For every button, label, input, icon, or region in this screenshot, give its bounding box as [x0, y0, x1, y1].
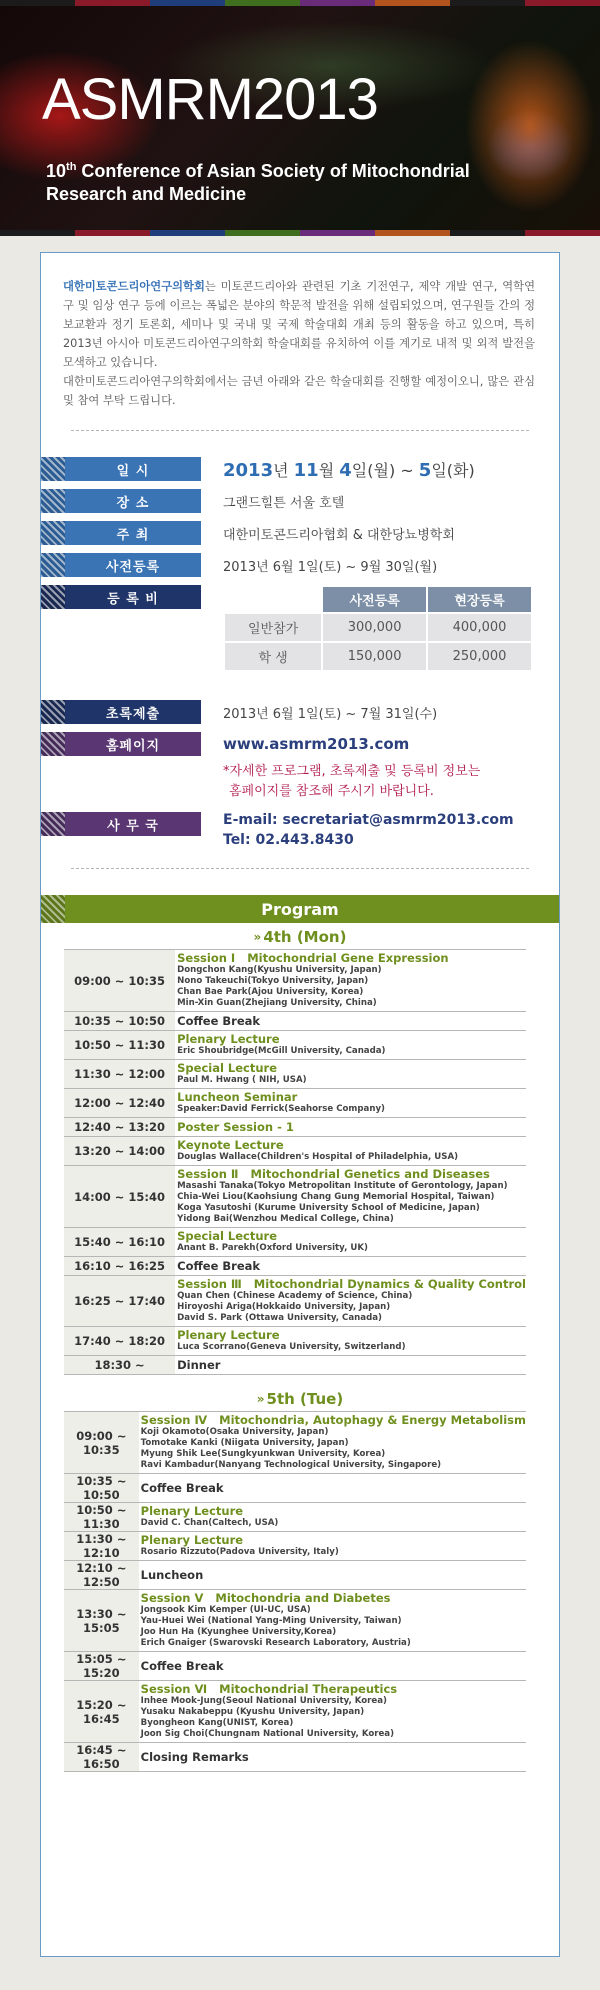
- program-header: Program: [41, 895, 559, 923]
- speaker: Rosario Rizzuto(Padova University, Italy): [140, 1547, 339, 1557]
- color-segment: [225, 230, 300, 236]
- speaker: Masashi Tanaka(Tokyo Metropolitan Institute of Gerontology, Japan): [177, 1181, 508, 1191]
- pattern-icon: [41, 553, 65, 577]
- schedule-title: Coffee Break: [140, 1480, 224, 1495]
- speaker: Nono Takeuchi(Tokyo University, Japan): [177, 976, 369, 986]
- subtitle-line1: Conference of Asian Society of Mitochondrial: [76, 161, 470, 181]
- pattern-icon: [41, 457, 65, 481]
- speaker: Koga Yasutoshi (Kurume University School of Medicine, Japan): [177, 1203, 480, 1213]
- schedule-title: Closing Remarks: [140, 1749, 249, 1764]
- schedule-row: [64, 1474, 526, 1503]
- content-card: [40, 252, 560, 1957]
- schedule-time: 10:35 ~ 10:50: [64, 1474, 139, 1503]
- subtitle-ordinal: 10: [46, 161, 67, 181]
- schedule-title: Special Lecture: [177, 1229, 278, 1243]
- speaker: Tomotake Kanki (Niigata University, Japan): [140, 1438, 349, 1448]
- speaker: David S. Park (Ottawa University, Canada): [177, 1313, 382, 1323]
- color-segment: [525, 230, 600, 236]
- schedule-time: 11:30 ~ 12:00: [64, 1060, 175, 1089]
- schedule-title: Session Ⅴ Mitochondria and Diabetes: [140, 1591, 391, 1605]
- abstract-label: 초록제출: [41, 700, 201, 724]
- fee-row-general: 일반참가 300,000 400,000: [225, 614, 531, 641]
- schedule-row: [64, 1590, 526, 1652]
- color-segment: [300, 230, 375, 236]
- speaker: Speaker:David Ferrick(Seahorse Company): [177, 1104, 385, 1114]
- schedule-item: [175, 1257, 526, 1276]
- pattern-icon: [41, 732, 65, 756]
- schedule-table: [64, 1411, 526, 1772]
- schedule-time: 15:40 ~ 16:10: [64, 1228, 175, 1257]
- speaker: David C. Chan(Caltech, USA): [140, 1518, 279, 1528]
- schedule-row: [64, 1681, 526, 1743]
- speaker: Yau-Huei Wei (National Yang-Ming University, Taiwan): [140, 1616, 402, 1626]
- venue-label: 장 소: [41, 489, 201, 513]
- schedule-item: [175, 1356, 526, 1375]
- fee-row-student: 학 생 150,000 250,000: [225, 643, 531, 670]
- schedule-item: [139, 1590, 526, 1652]
- schedule-title: Session Ⅲ Mitochondrial Dynamics & Quality Control: [177, 1277, 526, 1291]
- speaker: Dongchon Kang(Kyushu University, Japan): [177, 965, 382, 975]
- banner-subtitle: [46, 156, 470, 206]
- date-row: [41, 455, 559, 483]
- homepage-label: 홈페이지: [41, 732, 201, 756]
- banner: [0, 6, 600, 230]
- banner-title: ASMRM2013: [42, 67, 378, 132]
- schedule-row: [64, 1503, 526, 1532]
- day-heading: » 4th (Mon): [253, 928, 347, 946]
- speaker: Eric Shoubridge(McGill University, Canada): [177, 1046, 386, 1056]
- homepage-note: *자세한 프로그램, 초록제출 및 등록비 정보는 홈페이지를 참조해 주시기 바랍니다.: [223, 764, 481, 799]
- schedule-title: Poster Session - 1: [177, 1119, 294, 1134]
- schedule-title: Session Ⅰ Mitochondrial Gene Expression: [177, 951, 449, 965]
- fee-table: [223, 585, 533, 672]
- host-label: 주 최: [41, 521, 201, 545]
- speaker: Ravi Kambadur(Nanyang Technological University, Singapore): [140, 1460, 442, 1470]
- speaker: Anant B. Parekh(Oxford University, UK): [177, 1243, 368, 1253]
- schedule-row: [64, 1412, 526, 1474]
- schedule-title: Session Ⅵ Mitochondrial Therapeutics: [140, 1682, 398, 1696]
- speaker: Jongsook Kim Kemper (UI-UC, USA): [140, 1605, 311, 1615]
- schedule-time: 15:05 ~ 15:20: [64, 1652, 139, 1681]
- schedule-row: [64, 1743, 526, 1772]
- speaker: Hiroyoshi Ariga(Hokkaido University, Japan): [177, 1302, 391, 1312]
- pattern-icon: [41, 812, 65, 836]
- schedule-item: [175, 950, 526, 1012]
- schedule-item: [175, 1327, 526, 1356]
- schedule-item: [175, 1012, 526, 1031]
- homepage-link[interactable]: www.asmrm2013.com: [223, 735, 410, 753]
- speaker: Erich Gnaiger (Swarovski Research Laboratory, Austria): [140, 1638, 411, 1648]
- schedule-row: [64, 1276, 526, 1327]
- schedule-title: Luncheon: [140, 1567, 204, 1582]
- schedule-time: 12:40 ~ 13:20: [64, 1118, 175, 1137]
- schedule-row: [64, 1012, 526, 1031]
- day-heading: » 5th (Tue): [256, 1390, 344, 1408]
- schedule-item: [175, 1118, 526, 1137]
- speaker: Min-Xin Guan(Zhejiang University, China): [177, 998, 377, 1008]
- schedule-item: [139, 1532, 526, 1561]
- schedule-item: [139, 1561, 526, 1590]
- schedule-item: [175, 1031, 526, 1060]
- bottom-color-bar: [0, 230, 600, 236]
- schedule-row: [64, 1532, 526, 1561]
- office-tel: Tel: 02.443.8430: [223, 832, 354, 848]
- speaker: Byongheon Kang(UNIST, Korea): [140, 1718, 294, 1728]
- speaker: Douglas Wallace(Children's Hospital of Philadelphia, USA): [177, 1152, 459, 1162]
- abstract-row: [41, 698, 559, 726]
- org-name: 대한미토콘드리아연구의학회: [63, 280, 205, 293]
- schedule-title: Dinner: [177, 1357, 221, 1372]
- divider: [71, 868, 529, 869]
- abstract-value: 2013년 6월 1일(토) ~ 7월 31일(수): [223, 706, 438, 722]
- subtitle-ordinal-suffix: th: [66, 161, 77, 173]
- speaker: Yidong Bai(Wenzhou Medical College, China): [177, 1214, 394, 1224]
- intro-paragraph-2: 대한미토콘드리아연구의학회에서는 금년 아래와 같은 학술대회를 진행할 예정이오니, 많은 관심 및 참여 부탁 드립니다.: [63, 375, 535, 407]
- speaker: Inhee Mook-Jung(Seoul National University, Korea): [140, 1696, 387, 1706]
- schedule-item: [139, 1412, 526, 1474]
- schedule-row: [64, 1137, 526, 1166]
- schedule-row: [64, 1356, 526, 1375]
- venue-value: 그랜드힐튼 서울 호텔: [223, 495, 345, 511]
- schedule-item: [139, 1652, 526, 1681]
- pattern-icon: [41, 700, 65, 724]
- color-segment: [75, 230, 150, 236]
- schedule-time: 12:10 ~ 12:50: [64, 1561, 139, 1590]
- office-label: 사 무 국: [41, 812, 201, 836]
- event-info: [41, 431, 559, 850]
- schedule-row: [64, 1166, 526, 1228]
- prereg-label: 사전등록: [41, 553, 201, 577]
- office-email[interactable]: E-mail: secretariat@asmrm2013.com: [223, 812, 514, 828]
- schedule-time: 09:00 ~ 10:35: [64, 950, 175, 1012]
- schedule-title: Coffee Break: [177, 1013, 261, 1028]
- chevron-icon: »: [256, 1392, 265, 1406]
- schedule-time: 14:00 ~ 15:40: [64, 1166, 175, 1228]
- schedule-table: [64, 949, 526, 1375]
- homepage-row: [41, 730, 559, 758]
- schedule-time: 13:30 ~ 15:05: [64, 1590, 139, 1652]
- schedule-time: 11:30 ~ 12:10: [64, 1532, 139, 1561]
- intro-paragraph-1: 대한미토콘드리아연구의학회는 미토콘드리아와 관련된 기초 기전연구, 제약 개발 연구, 역학연구 및 임상 연구 등에 이르는 폭넓은 분야의 학문적 발전을 위해 설립되었으며, 연구원들 간의 정보교환과 정기 토론회, 세미나 및 국내 및 국제 학술대회 개최 등의 활동을 하고 있으며, 특히 2013년 아시아 미토콘드리아연구의학회 학술대회를 유치하여 이를 계기로 내적 및 외적 발전을 모색하고 있습니다.: [63, 280, 535, 369]
- color-segment: [150, 230, 225, 236]
- schedule-row: [64, 1561, 526, 1590]
- subtitle-line2: Research and Medicine: [46, 184, 247, 204]
- schedule-row: [64, 1257, 526, 1276]
- fee-header-pre: 사전등록: [323, 587, 426, 612]
- speaker: Myung Shik Lee(Sungkyunkwan University, Korea): [140, 1449, 386, 1459]
- schedule-title: Keynote Lecture: [177, 1138, 284, 1152]
- schedule-title: Plenary Lecture: [140, 1504, 244, 1518]
- speaker: Luca Scorrano(Geneva University, Switzerland): [177, 1342, 406, 1352]
- schedule-item: [175, 1089, 526, 1118]
- fee-label: 등 록 비: [41, 585, 201, 609]
- schedule-time: 09:00 ~ 10:35: [64, 1412, 139, 1474]
- schedule-row: [64, 950, 526, 1012]
- speaker: Yusaku Nakabeppu (Kyushu University, Japan): [140, 1707, 365, 1717]
- pattern-icon: [41, 489, 65, 513]
- pattern-icon: [41, 585, 65, 609]
- schedule-time: 15:20 ~ 16:45: [64, 1681, 139, 1743]
- venue-row: [41, 487, 559, 515]
- intro-text: [41, 253, 559, 410]
- color-segment: [450, 230, 525, 236]
- schedule-item: [175, 1060, 526, 1089]
- schedule-row: [64, 1652, 526, 1681]
- program-day-2: [41, 1385, 559, 1772]
- speaker: Chan Bae Park(Ajou University, Korea): [177, 987, 364, 997]
- color-segment: [375, 230, 450, 236]
- pattern-icon: [41, 521, 65, 545]
- speaker: Koji Okamoto(Osaka University, Japan): [140, 1427, 329, 1437]
- schedule-title: Plenary Lecture: [177, 1032, 280, 1046]
- schedule-item: [175, 1166, 526, 1228]
- program-day-1: [41, 923, 559, 1375]
- schedule-title: Session Ⅱ Mitochondrial Genetics and Diseases: [177, 1167, 490, 1181]
- schedule-time: 16:45 ~ 16:50: [64, 1743, 139, 1772]
- schedule-time: 16:10 ~ 16:25: [64, 1257, 175, 1276]
- schedule-item: [139, 1743, 526, 1772]
- schedule-title: Plenary Lecture: [140, 1533, 244, 1547]
- schedule-item: [139, 1474, 526, 1503]
- schedule-title: Session Ⅳ Mitochondria, Autophagy & Energy Metabolism: [140, 1413, 526, 1427]
- schedule-item: [139, 1503, 526, 1532]
- schedule-row: [64, 1060, 526, 1089]
- schedule-time: 16:25 ~ 17:40: [64, 1276, 175, 1327]
- speaker: Paul M. Hwang ( NIH, USA): [177, 1075, 307, 1085]
- schedule-title: Plenary Lecture: [177, 1328, 280, 1342]
- speaker: Chia-Wei Liou(Kaohsiung Chang Gung Memorial Hospital, Taiwan): [177, 1192, 495, 1202]
- date-value: 2013년 11월 4일(월) ~ 5일(화): [223, 459, 475, 481]
- office-contact: [223, 810, 514, 850]
- schedule-row: [64, 1118, 526, 1137]
- color-segment: [0, 230, 75, 236]
- pattern-icon: [41, 895, 65, 923]
- schedule-title: Coffee Break: [140, 1658, 224, 1673]
- schedule-time: 10:35 ~ 10:50: [64, 1012, 175, 1031]
- schedule-item: [139, 1681, 526, 1743]
- schedule-time: 12:00 ~ 12:40: [64, 1089, 175, 1118]
- chevron-icon: »: [253, 930, 262, 944]
- schedule-time: 18:30 ~: [64, 1356, 175, 1375]
- prereg-row: [41, 551, 559, 579]
- schedule-time: 13:20 ~ 14:00: [64, 1137, 175, 1166]
- schedule-item: [175, 1137, 526, 1166]
- schedule-row: [64, 1089, 526, 1118]
- schedule-row: [64, 1228, 526, 1257]
- schedule-item: [175, 1276, 526, 1327]
- schedule-time: 17:40 ~ 18:20: [64, 1327, 175, 1356]
- prereg-value: 2013년 6월 1일(토) ~ 9월 30일(월): [223, 559, 438, 575]
- schedule-time: 10:50 ~ 11:30: [64, 1031, 175, 1060]
- schedule-title: Coffee Break: [177, 1258, 261, 1273]
- schedule-item: [175, 1228, 526, 1257]
- fee-header-onsite: 현장등록: [428, 587, 531, 612]
- date-label: 일 시: [41, 457, 201, 481]
- speaker: Joon Sig Choi(Chungnam National University, Korea): [140, 1729, 395, 1739]
- host-value: 대한미토콘드리아협회 & 대한당뇨병학회: [223, 527, 455, 543]
- schedule-row: [64, 1031, 526, 1060]
- speaker: Joo Hun Ha (Kyunghee University,Korea): [140, 1627, 337, 1637]
- schedule-time: 10:50 ~ 11:30: [64, 1503, 139, 1532]
- office-row: [41, 810, 559, 850]
- host-row: [41, 519, 559, 547]
- schedule-title: Special Lecture: [177, 1061, 278, 1075]
- speaker: Quan Chen (Chinese Academy of Science, China): [177, 1291, 413, 1301]
- schedule-title: Luncheon Seminar: [177, 1090, 298, 1104]
- schedule-row: [64, 1327, 526, 1356]
